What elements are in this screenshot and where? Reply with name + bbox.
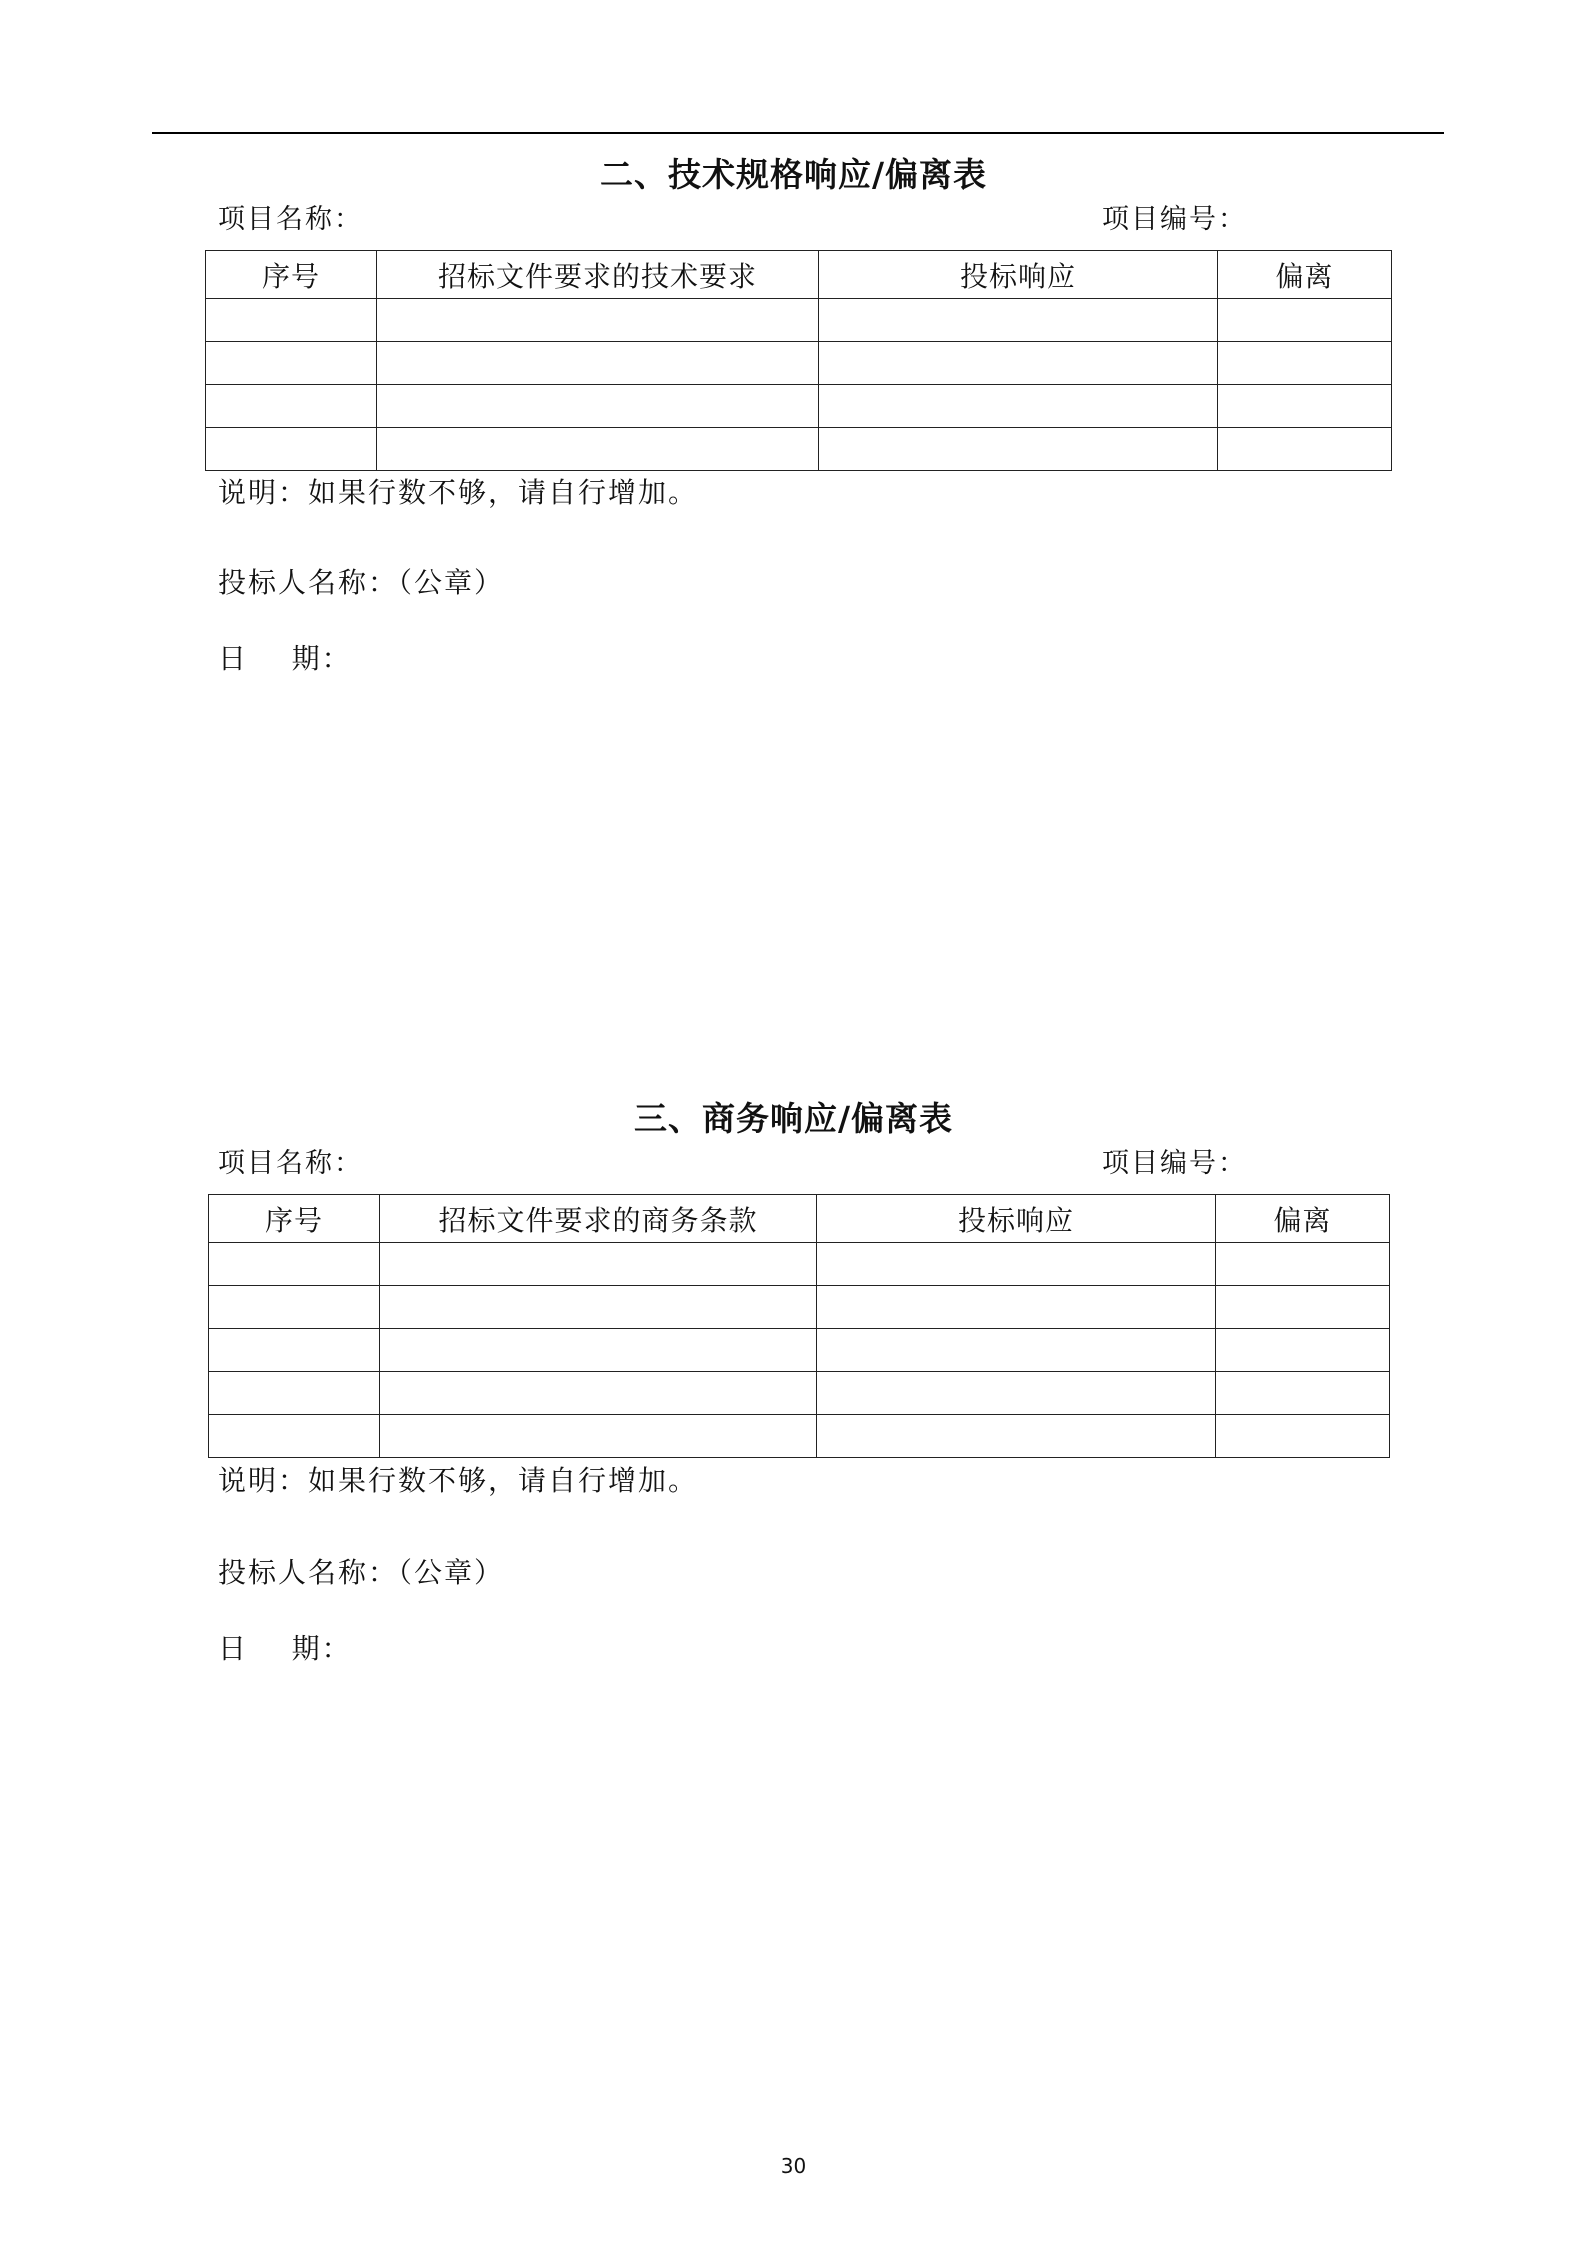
cell-requirement[interactable] <box>377 342 819 385</box>
header-seq: 序号 <box>209 1195 380 1243</box>
cell-seq[interactable] <box>206 385 377 428</box>
cell-response[interactable] <box>817 1415 1216 1458</box>
cell-seq[interactable] <box>209 1329 380 1372</box>
table-row <box>209 1329 1390 1372</box>
bidder-name-label: 投标人名称：（公章） <box>218 1556 505 1589</box>
table-row <box>209 1415 1390 1458</box>
cell-response[interactable] <box>819 342 1218 385</box>
table-row <box>206 342 1392 385</box>
header-deviation: 偏离 <box>1216 1195 1390 1243</box>
cell-deviation[interactable] <box>1216 1415 1390 1458</box>
table-row <box>206 299 1392 342</box>
cell-deviation[interactable] <box>1218 428 1392 471</box>
cell-requirement[interactable] <box>380 1243 817 1286</box>
table-header-row <box>209 1195 1390 1243</box>
cell-deviation[interactable] <box>1216 1372 1390 1415</box>
project-name-label: 项目名称： <box>218 1148 363 1179</box>
cell-seq[interactable] <box>209 1243 380 1286</box>
project-number-label: 项目编号： <box>1102 1148 1247 1179</box>
cell-deviation[interactable] <box>1216 1243 1390 1286</box>
cell-seq[interactable] <box>206 342 377 385</box>
cell-response[interactable] <box>819 385 1218 428</box>
cell-requirement[interactable] <box>380 1415 817 1458</box>
bidder-name-label: 投标人名称：（公章） <box>218 566 505 599</box>
section-title: 三、商务响应/偏离表 <box>633 1099 954 1138</box>
project-name-label: 项目名称： <box>218 204 363 235</box>
cell-requirement[interactable] <box>377 299 819 342</box>
cell-requirement[interactable] <box>380 1286 817 1329</box>
header-requirement: 招标文件要求的商务条款 <box>380 1195 817 1243</box>
cell-deviation[interactable] <box>1216 1329 1390 1372</box>
table-note: 说明：如果行数不够，请自行增加。 <box>218 476 699 509</box>
cell-seq[interactable] <box>209 1415 380 1458</box>
page-number: 30 <box>780 2154 807 2178</box>
project-number-label: 项目编号： <box>1102 204 1247 235</box>
section-title: 二、技术规格响应/偏离表 <box>599 155 988 194</box>
table-row <box>209 1243 1390 1286</box>
cell-deviation[interactable] <box>1218 299 1392 342</box>
table-row <box>206 428 1392 471</box>
cell-response[interactable] <box>819 428 1218 471</box>
cell-seq[interactable] <box>209 1372 380 1415</box>
date-label: 日 期： <box>218 642 352 675</box>
table-row <box>209 1286 1390 1329</box>
cell-deviation[interactable] <box>1216 1286 1390 1329</box>
cell-seq[interactable] <box>206 299 377 342</box>
header-response: 投标响应 <box>817 1195 1216 1243</box>
cell-response[interactable] <box>817 1329 1216 1372</box>
table-row <box>206 385 1392 428</box>
table-note: 说明：如果行数不够，请自行增加。 <box>218 1464 699 1497</box>
date-label: 日 期： <box>218 1632 352 1665</box>
cell-requirement[interactable] <box>377 428 819 471</box>
cell-seq[interactable] <box>209 1286 380 1329</box>
cell-deviation[interactable] <box>1218 342 1392 385</box>
cell-response[interactable] <box>817 1243 1216 1286</box>
cell-response[interactable] <box>819 299 1218 342</box>
header-deviation: 偏离 <box>1218 251 1392 299</box>
cell-deviation[interactable] <box>1218 385 1392 428</box>
cell-requirement[interactable] <box>380 1372 817 1415</box>
header-requirement: 招标文件要求的技术要求 <box>377 251 819 299</box>
cell-requirement[interactable] <box>377 385 819 428</box>
commercial-response-table <box>208 1194 1390 1458</box>
cell-seq[interactable] <box>206 428 377 471</box>
table-header-row <box>206 251 1392 299</box>
header-rule <box>152 132 1444 134</box>
header-seq: 序号 <box>206 251 377 299</box>
technical-response-table <box>205 250 1392 471</box>
header-response: 投标响应 <box>819 251 1218 299</box>
cell-response[interactable] <box>817 1286 1216 1329</box>
cell-response[interactable] <box>817 1372 1216 1415</box>
table-row <box>209 1372 1390 1415</box>
cell-requirement[interactable] <box>380 1329 817 1372</box>
